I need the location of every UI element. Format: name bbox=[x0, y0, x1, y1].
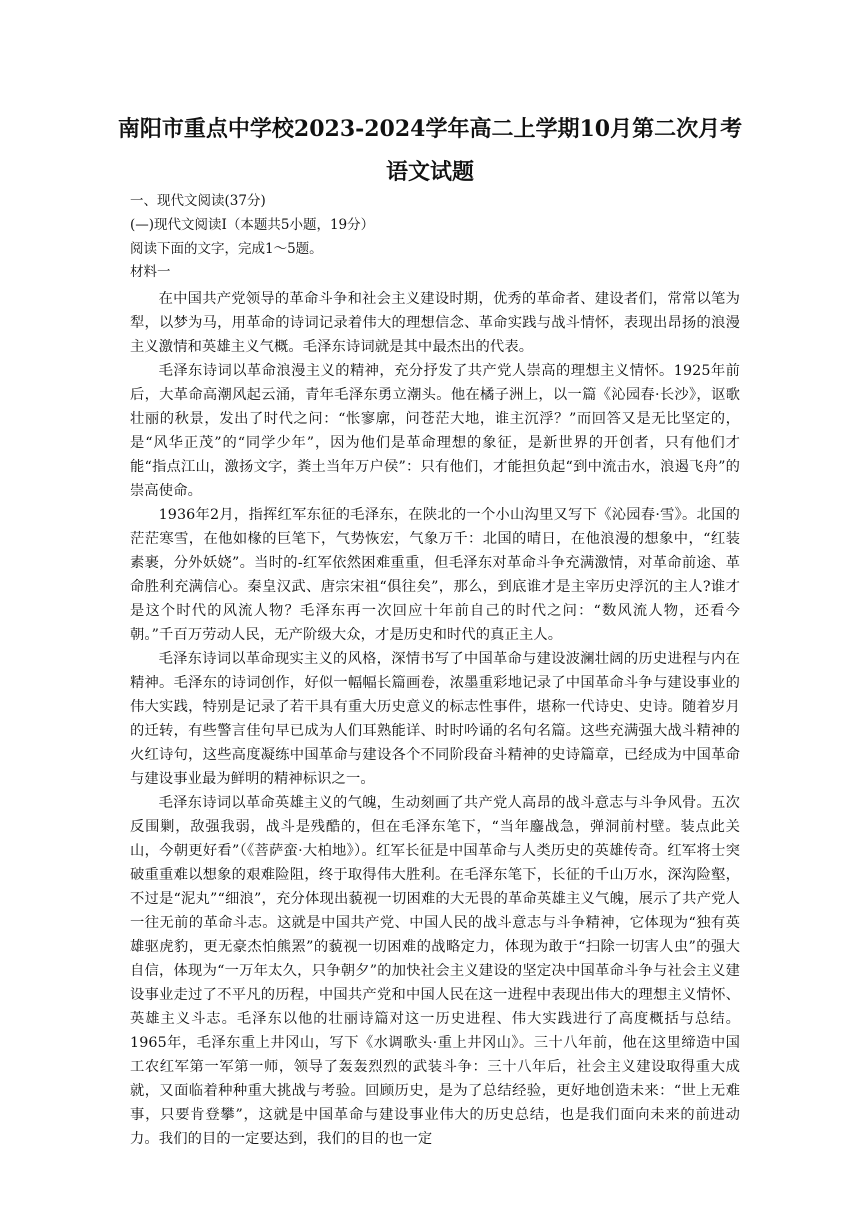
paragraph: 1936年2月，指挥红军东征的毛泽东，在陕北的一个小山沟里又写下《沁园春·雪》。北国的茫茫寒雪，在他如椽的巨笔下，气势恢宏，气象万千：北国的晴日，在他浪漫的想象中，“红装素裹，分外妖娆”。当时的-红军依然困难重重，但毛泽东对革命斗争充满激情，对革命前途、革命胜利充满信心。秦皇汉武、唐宗宋祖“俱往矣”，那么，到底谁才是主宰历史浮沉的主人?谁才是这个时代的风流人物？毛泽东再一次回应十年前自己的时代之问：“数风流人物，还看今朝。”千百万劳动人民，无产阶级大众，才是历史和时代的真正主人。 bbox=[130, 507, 740, 643]
material-label: 材料一 bbox=[130, 264, 171, 280]
paragraph: 毛泽东诗词以革命浪漫主义的精神，充分抒发了共产党人崇高的理想主义情怀。1925年前后，大革命高潮风起云涌，青年毛泽东勇立潮头。他在橘子洲上，以一篇《沁园春·长沙》，讴歌壮丽的秋景，发出了时代之问：“怅寥廓，问苍茫大地，谁主沉浮？”而回答又是无比坚定的，是“风华正茂”的“同学少年”，因为他们是革命理想的象征，是新世界的开创者，只有他们才能“指点江山，激扬文字，粪土当年万户侯”：只有他们，才能担负起“到中流击水，浪遏飞舟”的崇高使命。 bbox=[130, 363, 740, 499]
paragraph: 在中国共产党领导的革命斗争和社会主义建设时期，优秀的革命者、建设者们，常常以笔为犁，以梦为马，用革命的诗词记录着伟大的理想信念、革命实践与战斗情怀，表现出昂扬的浪漫主义激情和英雄主义气概。毛泽东诗词就是其中最杰出的代表。 bbox=[130, 291, 740, 355]
paragraph: 毛泽东诗词以革命现实主义的风格，深情书写了中国革命与建设波澜壮阔的历史进程与内在精神。毛泽东的诗词创作，好似一幅幅长篇画卷，浓墨重彩地记录了中国革命斗争与建设事业的伟大实践，特别是记录了若干具有重大历史意义的标志性事件，堪称一代诗史、史诗。随着岁月的迁转，有些警言佳句早已成为人们耳熟能详、时时吟诵的名句名篇。这些充满强大战斗精神的火红诗句，这些高度凝练中国革命与建设各个不同阶段奋斗精神的史诗篇章，已经成为中国革命与建设事业最为鲜明的精神标识之一。 bbox=[130, 651, 740, 787]
subsection-heading: (—)现代文阅读Ⅰ（本题共5小题，19分） bbox=[130, 217, 375, 233]
document-title: 南阳市重点中学校2023-2024学年高二上学期10月第二次月考 bbox=[117, 116, 743, 142]
paragraph: 毛泽东诗词以革命英雄主义的气魄，生动刻画了共产党人高昂的战斗意志与斗争风骨。五次反围剿，敌强我弱，战斗是残酷的，但在毛泽东笔下，“当年鏖战急，弹洞前村壁。装点此关山，今朝更好看”（《菩萨蛮·大柏地》）。红军长征是中国革命与人类历史的英雄传奇。红军将士突破重重难以想象的艰难险阻，终于取得伟大胜利。在毛泽东笔下，长征的千山万水，深沟险壑，不过是“泥丸”“细浪”，充分体现出藐视一切困难的大无畏的革命英雄主义气魄，展示了共产党人一往无前的革命斗志。这就是中国共产党、中国人民的战斗意志与斗争精神，它体现为“独有英雄驱虎豹，更无豪杰怕熊罴”的藐视一切困难的战略定力，体现为敢于“扫除一切害人虫”的强大自信，体现为“一万年太久，只争朝夕”的加快社会主义建设的坚定决中国革命斗争与社会主义建设事业走过了不平凡的历程，中国共产党和中国人民在这一进程中表现出伟大的理想主义情怀、英雄主义斗志。毛泽东以他的壮丽诗篇对这一历史进程、伟大实践进行了高度概括与总结。1965年，毛泽东重上井冈山，写下《水调歌头·重上井冈山》。三十八年前，他在这里缔造中国工农红军第一军第一师，领导了轰轰烈烈的武装斗争：三十八年后，社会主义建设取得重大成就，又面临着种种重大挑战与考验。回顾历史，是为了总结经验，更好地创造未来：“世上无难事，只要肯登攀”，这就是中国革命与建设事业伟大的历史总结，也是我们面向未来的前进动力。我们的目的一定要达到，我们的目的也一定 bbox=[130, 795, 740, 1147]
article-body bbox=[130, 287, 740, 1151]
document-subtitle: 语文试题 bbox=[385, 159, 474, 185]
section-heading: 一、现代文阅读(37分) bbox=[130, 193, 266, 209]
instruction-text: 阅读下面的文字，完成1～5题。 bbox=[130, 241, 323, 257]
